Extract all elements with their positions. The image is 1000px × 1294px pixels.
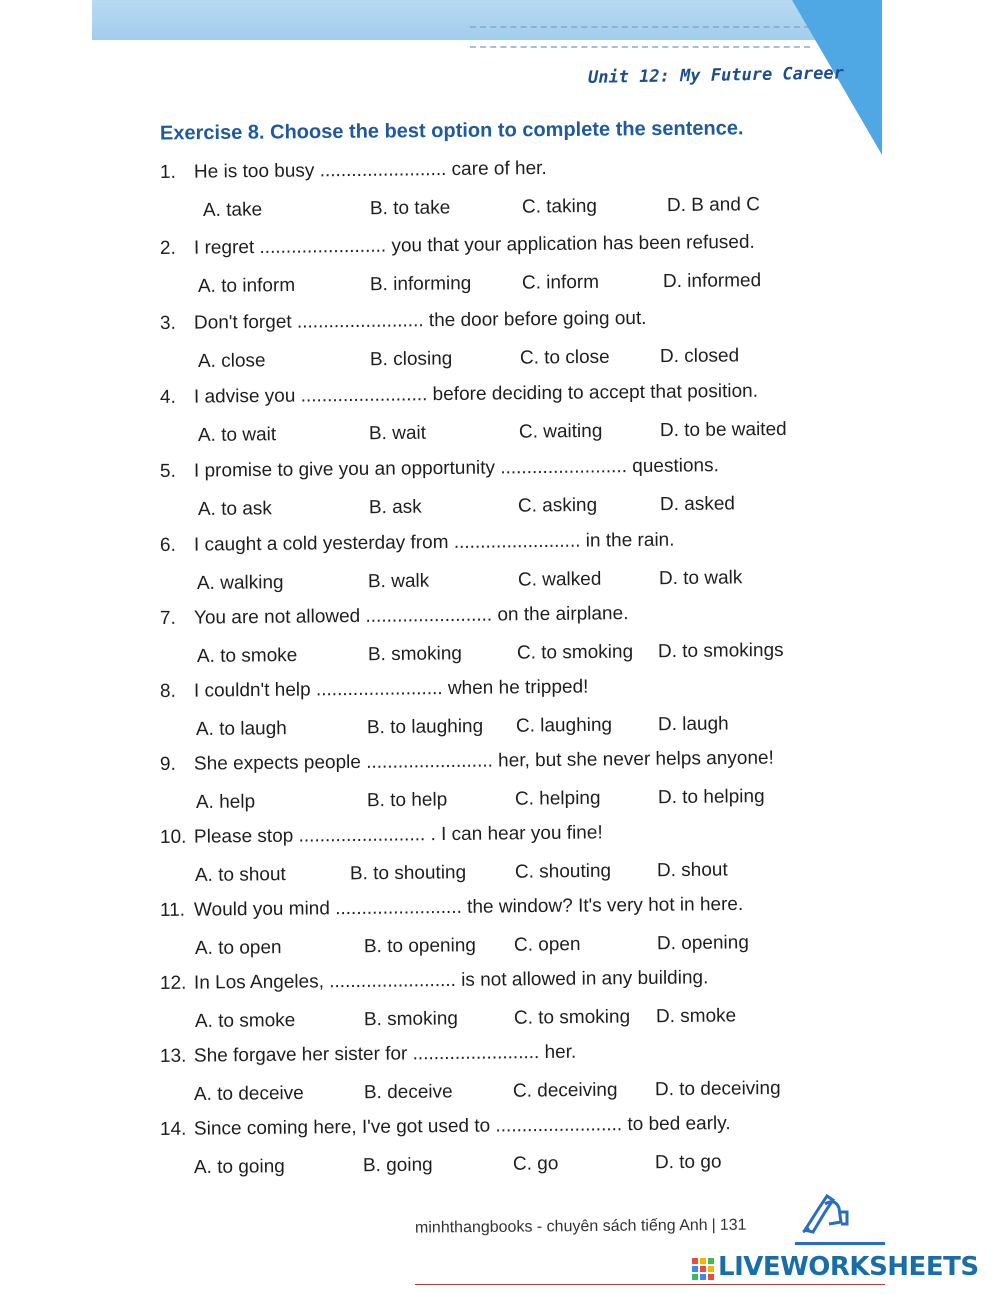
footer-rule [795, 1242, 885, 1245]
option-b[interactable]: B. closing [369, 348, 453, 371]
option-c[interactable]: C. deceiving [512, 1079, 618, 1102]
option-a[interactable]: A. to smoke [196, 644, 298, 668]
option-a[interactable]: A. to laugh [195, 718, 287, 741]
option-a[interactable]: A. walking [196, 572, 284, 595]
option-a[interactable]: A. to deceive [193, 1082, 304, 1106]
option-row [0, 857, 1000, 897]
option-d[interactable]: D. opening [656, 932, 749, 955]
question-8 [0, 676, 1000, 755]
option-a[interactable]: A. to shout [194, 864, 286, 887]
option-d[interactable]: D. to be waited [659, 418, 787, 442]
question-text: Please stop ........................ . I can hear you fine! [193, 822, 603, 848]
question-number: 8. [159, 680, 176, 702]
option-c[interactable]: C. to close [519, 346, 610, 369]
page-footer [415, 1216, 775, 1237]
option-d[interactable]: D. B and C [666, 194, 760, 217]
option-a[interactable]: A. to inform [197, 275, 296, 298]
option-c[interactable]: C. shouting [514, 860, 612, 883]
option-row [0, 930, 1000, 970]
option-b[interactable]: B. going [362, 1154, 433, 1177]
option-a[interactable]: A. to smoke [194, 1010, 296, 1033]
question-6 [0, 529, 1000, 609]
question-text: I caught a cold yesterday from ........................ in the rain. [193, 529, 675, 556]
option-d[interactable]: D. to deceiving [654, 1077, 781, 1101]
option-row [0, 638, 1000, 678]
question-number: 3. [159, 312, 176, 334]
question-number: 9. [159, 753, 176, 775]
option-c[interactable]: C. asking [517, 494, 598, 517]
option-c[interactable]: C. to smoking [516, 641, 634, 664]
publisher-text: minhthangbooks - chuyên sách tiếng Anh [414, 1217, 708, 1237]
option-row [0, 192, 1000, 232]
option-b[interactable]: B. to opening [363, 935, 477, 958]
question-4 [0, 380, 1000, 461]
question-number: 12. [159, 972, 187, 994]
option-c[interactable]: C. helping [514, 787, 601, 810]
unit-title: Unit 12: My Future Career [587, 63, 845, 88]
option-c[interactable]: C. open [513, 934, 581, 956]
option-row [0, 268, 1000, 308]
question-number: 11. [159, 899, 186, 921]
question-number: 6. [159, 534, 176, 556]
footer-separator: | [711, 1216, 716, 1234]
question-11 [0, 893, 1000, 974]
exercise-title: Exercise 8. Choose the best option to complete the sentence. [159, 117, 744, 145]
question-stem [160, 155, 800, 184]
option-b[interactable]: B. smoking [367, 643, 463, 666]
question-number: 1. [159, 161, 176, 183]
question-text: I couldn't help ........................ when he tripped! [193, 676, 589, 702]
question-text: I regret ........................ you that your application has been refused. [193, 231, 755, 259]
option-b[interactable]: B. walk [367, 570, 430, 593]
question-number: 13. [159, 1045, 187, 1067]
option-a[interactable]: A. to going [193, 1156, 285, 1179]
option-a[interactable]: A. take [202, 199, 263, 221]
question-12 [0, 967, 1000, 1047]
question-13 [0, 1041, 1000, 1120]
option-b[interactable]: B. wait [368, 422, 427, 445]
option-b[interactable]: B. to help [366, 789, 448, 812]
question-7 [0, 603, 1000, 682]
option-d[interactable]: D. to walk [658, 567, 743, 590]
question-9 [0, 747, 1000, 828]
option-d[interactable]: D. to helping [657, 786, 765, 809]
option-row [0, 711, 1000, 751]
question-text: I promise to give you an opportunity ........................ questions. [193, 455, 719, 482]
grid-logo-icon [692, 1258, 714, 1280]
option-d[interactable]: D. asked [659, 493, 736, 516]
option-b[interactable]: B. to shouting [349, 862, 467, 885]
option-d[interactable]: D. smoke [655, 1005, 737, 1028]
option-row [0, 417, 1000, 457]
question-text: She forgave her sister for ........................ her. [193, 1041, 577, 1067]
question-3 [0, 307, 1000, 387]
option-c[interactable]: C. inform [521, 271, 600, 294]
option-row [0, 343, 1000, 383]
question-1 [0, 157, 1000, 236]
page-number: 131 [719, 1216, 747, 1234]
option-b[interactable]: B. deceive [363, 1081, 453, 1104]
option-c[interactable]: C. go [512, 1153, 559, 1175]
question-text: In Los Angeles, ........................ is not allowed in any building. [193, 967, 709, 994]
option-row [0, 1076, 1000, 1116]
option-d[interactable]: D. to smokings [657, 639, 784, 663]
option-b[interactable]: B. informing [369, 273, 472, 296]
option-d[interactable]: D. closed [659, 345, 740, 368]
question-2 [0, 231, 1000, 312]
option-row [0, 1003, 1000, 1043]
question-text: Would you mind ........................ the window? It's very hot in here. [193, 893, 744, 921]
option-d[interactable]: D. laugh [657, 713, 729, 736]
question-number: 10. [159, 826, 187, 848]
option-c[interactable]: C. walked [517, 568, 602, 591]
question-number: 7. [159, 607, 176, 629]
option-row [0, 1149, 1000, 1189]
option-a[interactable]: A. to wait [197, 424, 277, 447]
option-b[interactable]: B. smoking [363, 1008, 459, 1031]
question-14 [0, 1113, 1000, 1193]
brand-name: LIVEWORKSHEETS [718, 1252, 979, 1282]
option-c[interactable]: C. laughing [515, 714, 613, 737]
option-a[interactable]: A. to open [194, 937, 282, 960]
question-text: Don't forget ........................ the door before going out. [193, 307, 647, 334]
option-b[interactable]: B. to take [369, 197, 451, 220]
option-c[interactable]: C. to smoking [513, 1006, 631, 1029]
question-number: 5. [159, 460, 176, 482]
question-text: She expects people ........................ her, but she never helps anyone! [193, 747, 774, 775]
option-row [0, 784, 1000, 824]
option-row [0, 491, 1000, 531]
option-d[interactable]: D. to go [654, 1151, 722, 1174]
question-text: He is too busy ........................ care of her. [193, 157, 547, 183]
pen-writing-icon [795, 1190, 865, 1236]
question-10 [0, 822, 1000, 901]
option-d[interactable]: D. shout [656, 859, 728, 882]
liveworksheets-logo [692, 1252, 992, 1286]
option-a[interactable]: A. close [197, 350, 266, 373]
question-number: 4. [159, 386, 176, 408]
option-row [0, 565, 1000, 605]
option-d[interactable]: D. informed [662, 270, 762, 293]
option-c[interactable]: C. waiting [518, 420, 603, 443]
question-text: You are not allowed ........................ on the airplane. [193, 603, 629, 629]
option-c[interactable]: C. taking [521, 195, 598, 218]
question-5 [0, 455, 1000, 535]
question-number: 2. [159, 237, 176, 259]
question-text: Since coming here, I've got used to ........................ to bed early. [193, 1113, 731, 1140]
option-a[interactable]: A. help [195, 791, 256, 814]
question-text: I advise you ........................ before deciding to accept that position. [193, 380, 759, 408]
option-b[interactable]: B. ask [368, 496, 422, 519]
question-number: 14. [159, 1118, 187, 1140]
option-b[interactable]: B. to laughing [366, 716, 484, 739]
option-a[interactable]: A. to ask [197, 498, 272, 521]
